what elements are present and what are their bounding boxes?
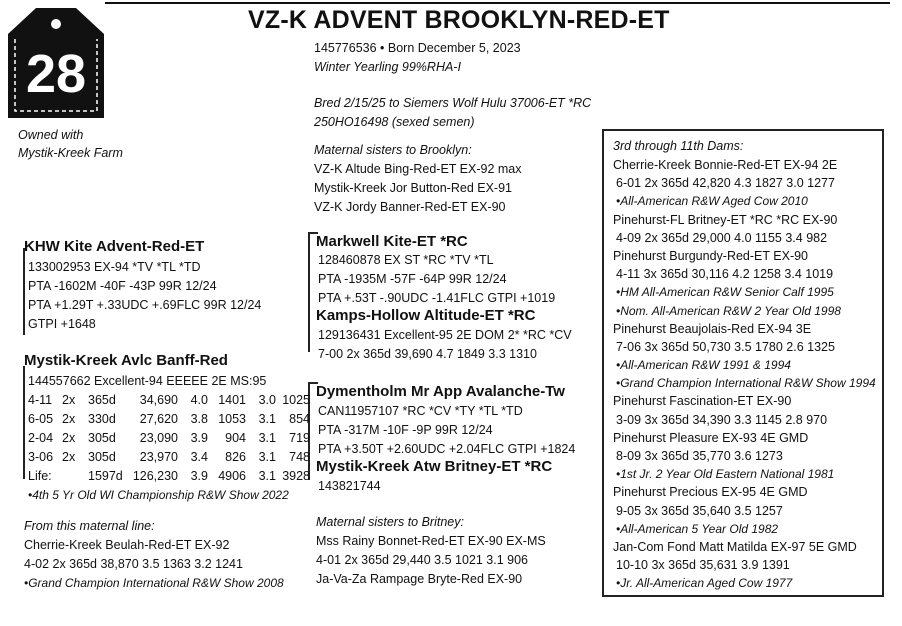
ancestor-dam-record: 6-01 2x 365d 42,820 4.3 1827 3.0 1277 xyxy=(616,176,835,191)
maternal-sisters-britney xyxy=(316,513,546,589)
ancestor-dam-record: 4-11 3x 365d 30,116 4.2 1258 3.4 1019 xyxy=(616,267,834,282)
sire-details xyxy=(28,258,261,334)
section-heading: Maternal sisters to Brooklyn: xyxy=(314,143,472,157)
record-cell: 4.0 xyxy=(190,393,208,407)
dam-details xyxy=(28,372,310,505)
dams-box-heading: 3rd through 11th Dams: xyxy=(613,139,744,153)
section-heading: From this maternal line: xyxy=(24,519,155,533)
ancestor-dam-name: Cherrie-Kreek Bonnie-Red-ET EX-94 2E xyxy=(613,158,838,172)
lot-tag-icon xyxy=(6,6,106,121)
detail-line: 7-00 2x 365d 39,690 4.7 1849 3.3 1310 xyxy=(318,347,537,361)
record-cell: 27,620 xyxy=(139,412,178,426)
ancestor-dam-award: •Nom. All-American R&W 2 Year Old 1998 xyxy=(616,303,841,318)
ancestor-dam-record: 8-09 3x 365d 35,770 3.6 1273 xyxy=(616,449,783,463)
dam-connector xyxy=(23,366,25,479)
ancestor-dam-record: 9-05 3x 365d 35,640 3.5 1257 xyxy=(616,503,783,518)
record-cell: 6-05 xyxy=(28,412,54,426)
sister-item: 4-01 2x 365d 29,440 3.5 1021 3.1 906 xyxy=(316,553,528,567)
sister-item: Mystik-Kreek Jor Button-Red EX-91 xyxy=(314,181,512,195)
sire-of-sire-name: Markwell Kite-ET *RC xyxy=(316,233,468,250)
detail-line: 143821744 xyxy=(318,479,381,493)
ancestor-dam-name: Pinehurst Precious EX-95 4E GMD xyxy=(613,485,808,500)
record-cell: 1053 xyxy=(218,412,246,426)
sire-connector xyxy=(23,248,25,335)
sire-line: 133002953 EX-94 *TV *TL *TD xyxy=(28,260,201,274)
record-cell: 3.8 xyxy=(190,412,208,426)
life-cell: 126,230 xyxy=(132,469,178,483)
maternal-sisters-brooklyn xyxy=(314,141,522,217)
record-cell: 3-06 xyxy=(28,450,54,464)
dam-of-sire-details xyxy=(318,326,572,364)
record-cell: 4-11 xyxy=(28,393,53,407)
sire-name: KHW Kite Advent-Red-ET xyxy=(24,238,205,255)
maternal-line xyxy=(24,517,284,593)
ancestor-dam-award: •HM All-American R&W Senior Calf 1995 xyxy=(616,285,834,300)
page-title: VZ-K ADVENT BROOKLYN-RED-ET xyxy=(248,6,670,34)
dam-record-row xyxy=(28,448,310,467)
record-cell: 3.1 xyxy=(258,412,276,426)
detail-line: 128460878 EX ST *RC *TV *TL xyxy=(318,253,494,267)
record-cell: 719 xyxy=(289,431,310,445)
record-cell: 305d xyxy=(88,431,116,445)
life-cell: 3.1 xyxy=(258,469,276,483)
dam-records xyxy=(28,391,310,467)
ancestor-dam-award: •1st Jr. 2 Year Old Eastern National 1981 xyxy=(616,467,835,482)
registration-line: 145776536 • Born December 5, 2023 xyxy=(314,41,521,55)
sire-line: GTPI +1648 xyxy=(28,317,96,331)
record-cell: 854 xyxy=(289,412,310,426)
detail-line: 129136431 Excellent-95 2E DOM 2* *RC *CV xyxy=(318,328,572,342)
detail-line: PTA -1935M -57F -64P 99R 12/24 xyxy=(318,272,507,286)
record-cell: 2x xyxy=(62,450,76,464)
ancestor-dam-name: Pinehurst Pleasure EX-93 4E GMD xyxy=(613,430,809,445)
record-cell: 305d xyxy=(88,450,116,464)
sire-of-sire-details xyxy=(318,251,555,308)
record-cell: 2-04 xyxy=(28,431,54,445)
record-cell: 2x xyxy=(62,431,76,445)
record-cell: 23,970 xyxy=(139,450,178,464)
owned-by xyxy=(18,126,123,162)
dam-award: •4th 5 Yr Old WI Championship R&W Show 2022 xyxy=(28,488,289,502)
ancestor-dam-record: 3-09 3x 365d 34,390 3.3 1145 2.8 970 xyxy=(616,412,828,427)
ancestor-dam-award: •All-American R&W 1991 & 1994 xyxy=(616,358,791,373)
ancestor-dam-name: Pinehurst-FL Britney-ET *RC *RC EX-90 xyxy=(613,212,838,227)
detail-line: PTA +.53T -.90UDC -1.41FLC GTPI +1019 xyxy=(318,291,556,305)
class-line: Winter Yearling 99%RHA-I xyxy=(314,60,461,74)
sire-line-connector xyxy=(308,234,310,352)
owner-name: Mystik-Kreek Farm xyxy=(18,146,123,160)
record-cell: 748 xyxy=(289,450,310,464)
ancestor-dam-record: 4-09 2x 365d 29,000 4.0 1155 3.4 982 xyxy=(616,230,828,245)
dam-of-dam-details xyxy=(318,477,381,496)
record-cell: 826 xyxy=(225,450,246,464)
dam-name: Mystik-Kreek Avlc Banff-Red xyxy=(24,352,228,369)
ancestor-dam-award: •Grand Champion International R&W Show 1994 xyxy=(616,376,876,391)
record-cell: 23,090 xyxy=(139,431,178,445)
maternal-line-record: 4-02 2x 365d 38,870 3.5 1363 3.2 1241 xyxy=(24,557,243,571)
dam-of-sire-name: Kamps-Hollow Altitude-ET *RC xyxy=(316,307,536,324)
sister-item: Ja-Va-Za Rampage Bryte-Red EX-90 xyxy=(316,572,523,586)
record-cell: 330d xyxy=(88,412,116,426)
sister-item: VZ-K Jordy Banner-Red-ET EX-90 xyxy=(314,200,506,214)
ancestral-dams-box xyxy=(602,129,884,597)
lot-number: 28 xyxy=(25,44,87,104)
record-cell: 3.9 xyxy=(190,431,208,445)
record-cell: 34,690 xyxy=(139,393,178,407)
ancestor-dam-record: 10-10 3x 365d 35,631 3.9 1391 xyxy=(616,558,790,573)
sister-item: VZ-K Altude Bing-Red-ET EX-92 max xyxy=(314,162,522,176)
life-cell: 3928 xyxy=(282,469,310,483)
detail-line: CAN11957107 *RC *CV *TY *TL *TD xyxy=(318,404,523,418)
ancestor-dam-name: Pinehurst Burgundy-Red-ET EX-90 xyxy=(613,248,809,263)
top-rule xyxy=(105,2,890,4)
record-cell: 3.1 xyxy=(258,431,276,445)
record-cell: 3.4 xyxy=(190,450,208,464)
ancestor-dam-name: Pinehurst Fascination-ET EX-90 xyxy=(613,394,792,409)
dam-life-row xyxy=(28,467,310,486)
section-heading: Maternal sisters to Britney: xyxy=(316,515,464,529)
ancestor-dam-name: Jan-Com Fond Matt Matilda EX-97 5E GMD xyxy=(613,539,857,554)
record-cell: 2x xyxy=(62,412,76,426)
ancestor-dam-award: •All-American 5 Year Old 1982 xyxy=(616,521,779,536)
life-cell: Life: xyxy=(28,469,52,483)
ancestor-dam-award: •All-American R&W Aged Cow 2010 xyxy=(616,194,808,209)
sire-line: PTA -1602M -40F -43P 99R 12/24 xyxy=(28,279,217,293)
record-cell: 2x xyxy=(62,393,76,407)
record-cell: 365d xyxy=(88,393,116,407)
ancestor-dam-name: Pinehurst Beaujolais-Red EX-94 3E xyxy=(613,321,812,336)
sire-of-dam-name: Dymentholm Mr App Avalanche-Tw xyxy=(316,383,565,400)
dam-registration: 144557662 Excellent-94 EEEEE 2E MS:95 xyxy=(28,374,267,388)
bred-line: Bred 2/15/25 to Siemers Wolf Hulu 37006-ET *RC xyxy=(314,96,592,110)
dam-record-row xyxy=(28,410,310,429)
dam-of-dam-name: Mystik-Kreek Atw Britney-ET *RC xyxy=(316,458,553,475)
record-cell: 1025 xyxy=(282,393,310,407)
life-cell: 1597d xyxy=(88,469,123,483)
sire-line: PTA +1.29T +.33UDC +.69FLC 99R 12/24 xyxy=(28,298,262,312)
detail-line: PTA +3.50T +2.60UDC +2.04FLC GTPI +1824 xyxy=(318,442,576,456)
sister-item: Mss Rainy Bonnet-Red-ET EX-90 EX-MS xyxy=(316,534,546,548)
ancestor-dam-record: 7-06 3x 365d 50,730 3.5 1780 2.6 1325 xyxy=(616,339,835,354)
owned-label: Owned with xyxy=(18,128,84,142)
dam-record-row xyxy=(28,429,310,448)
dams-list xyxy=(613,156,876,593)
ancestor-dam-award: •Jr. All-American Aged Cow 1977 xyxy=(616,576,793,591)
dam-record-row xyxy=(28,391,310,410)
record-cell: 1401 xyxy=(218,393,246,407)
life-cell: 4906 xyxy=(218,469,246,483)
record-cell: 904 xyxy=(225,431,246,445)
life-cell: 3.9 xyxy=(190,469,208,483)
record-cell: 3.1 xyxy=(258,450,276,464)
detail-line: PTA -317M -10F -9P 99R 12/24 xyxy=(318,423,493,437)
semen-line: 250HO16498 (sexed semen) xyxy=(314,115,475,129)
maternal-line-name: Cherrie-Kreek Beulah-Red-ET EX-92 xyxy=(24,538,230,552)
record-cell: 3.0 xyxy=(258,393,276,407)
sire-of-dam-details xyxy=(318,402,575,459)
maternal-line-award: •Grand Champion International R&W Show 2008 xyxy=(24,576,284,590)
